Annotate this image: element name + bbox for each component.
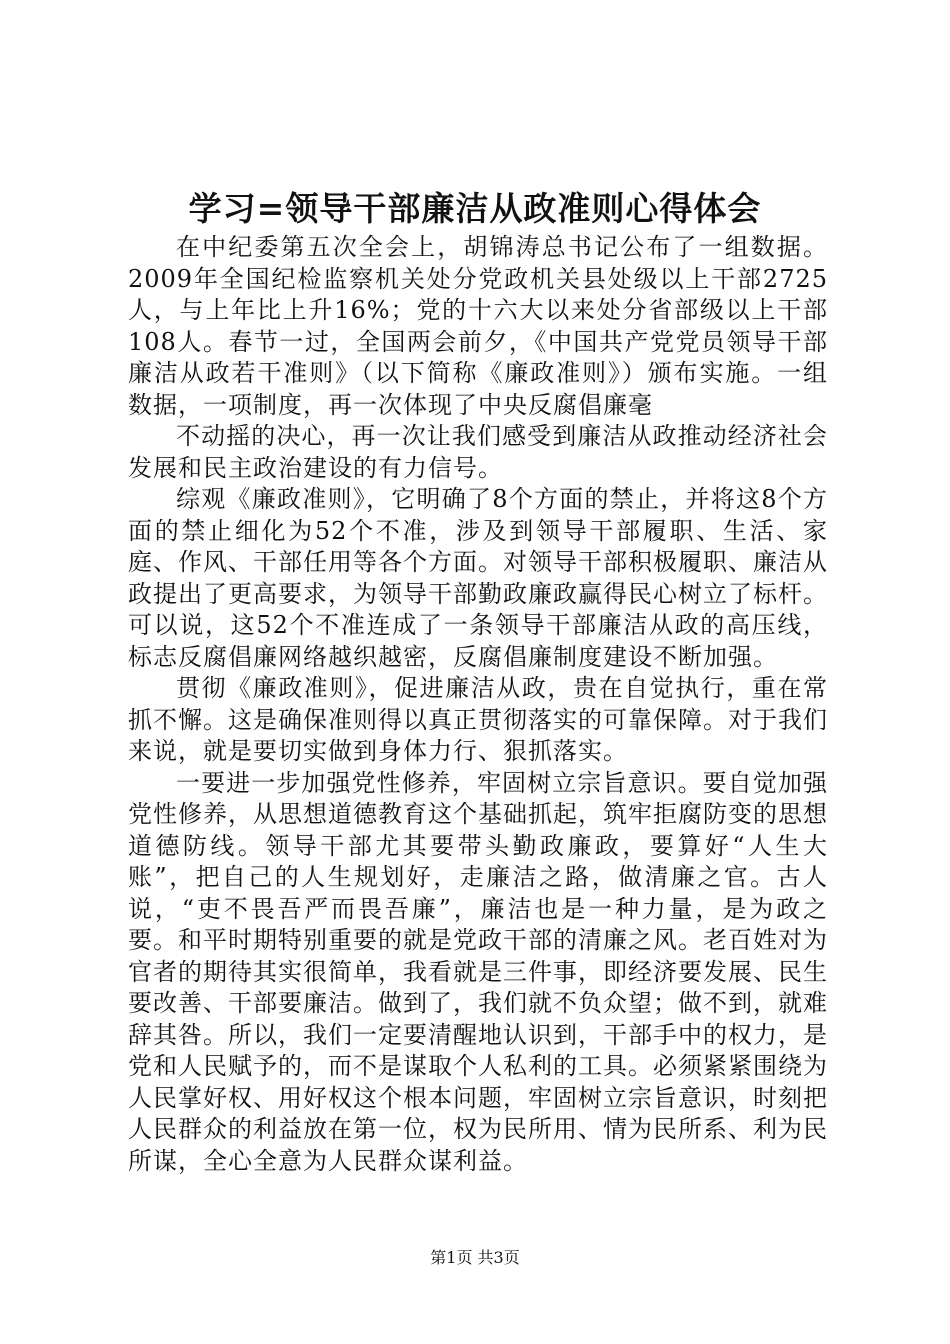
paragraph-3: 综观《廉政准则》，它明确了8个方面的禁止，并将这8个方面的禁止细化为52个不准，涉及到领导干部履职、生活、家庭、作风、干部任用等各个方面。对领导干部积极履职、廉洁从政提出了更高要求，为领导干部勤政廉政赢得民心树立了标杆。可以说，这52个不准连成了一条领导干部廉洁从政的高压线，标志反腐倡廉网络越织越密，反腐倡廉制度建设不断加强。 xyxy=(128,485,828,671)
paragraph-4: 贯彻《廉政准则》，促进廉洁从政，贵在自觉执行，重在常抓不懈。这是确保准则得以真正贯彻落实的可靠保障。对于我们来说，就是要切实做到身体力行、狠抓落实。 xyxy=(128,674,828,765)
paragraph-2: 不动摇的决心，再一次让我们感受到廉洁从政推动经济社会发展和民主政治建设的有力信号。 xyxy=(128,422,828,482)
document-body xyxy=(128,232,828,1177)
page-footer: 第1页 共3页 xyxy=(430,1248,520,1267)
paragraph-1: 在中纪委第五次全会上，胡锦涛总书记公布了一组数据。2009年全国纪检监察机关处分党政机关县处级以上干部2725人，与上年比上升16%；党的十六大以来处分省部级以上干部108人。春节一过，全国两会前夕，《中国共产党党员领导干部廉洁从政若干准则》（以下简称《廉政准则》）颁布实施。一组数据，一项制度，再一次体现了中央反腐倡廉毫 xyxy=(128,233,828,419)
paragraph-5: 一要进一步加强党性修养，牢固树立宗旨意识。要自觉加强党性修养，从思想道德教育这个基础抓起，筑牢拒腐防变的思想道德防线。领导干部尤其要带头勤政廉政，要算好“人生大账”，把自己的人生规划好，走廉洁之路，做清廉之官。古人说，“吏不畏吾严而畏吾廉”，廉洁也是一种力量，是为政之要。和平时期特别重要的就是党政干部的清廉之风。老百姓对为官者的期待其实很简单，我看就是三件事，即经济要发展、民生要改善、干部要廉洁。做到了，我们就不负众望；做不到，就难辞其咎。所以，我们一定要清醒地认识到，干部手中的权力，是党和人民赋予的，而不是谋取个人私利的工具。必须紧紧围绕为人民掌好权、用好权这个根本问题，牢固树立宗旨意识，时刻把人民群众的利益放在第一位，权为民所用、情为民所系、利为民所谋，全心全意为人民群众谋利益。 xyxy=(128,768,828,1175)
document-title: 学习=领导干部廉洁从政准则心得体会 xyxy=(188,189,762,228)
